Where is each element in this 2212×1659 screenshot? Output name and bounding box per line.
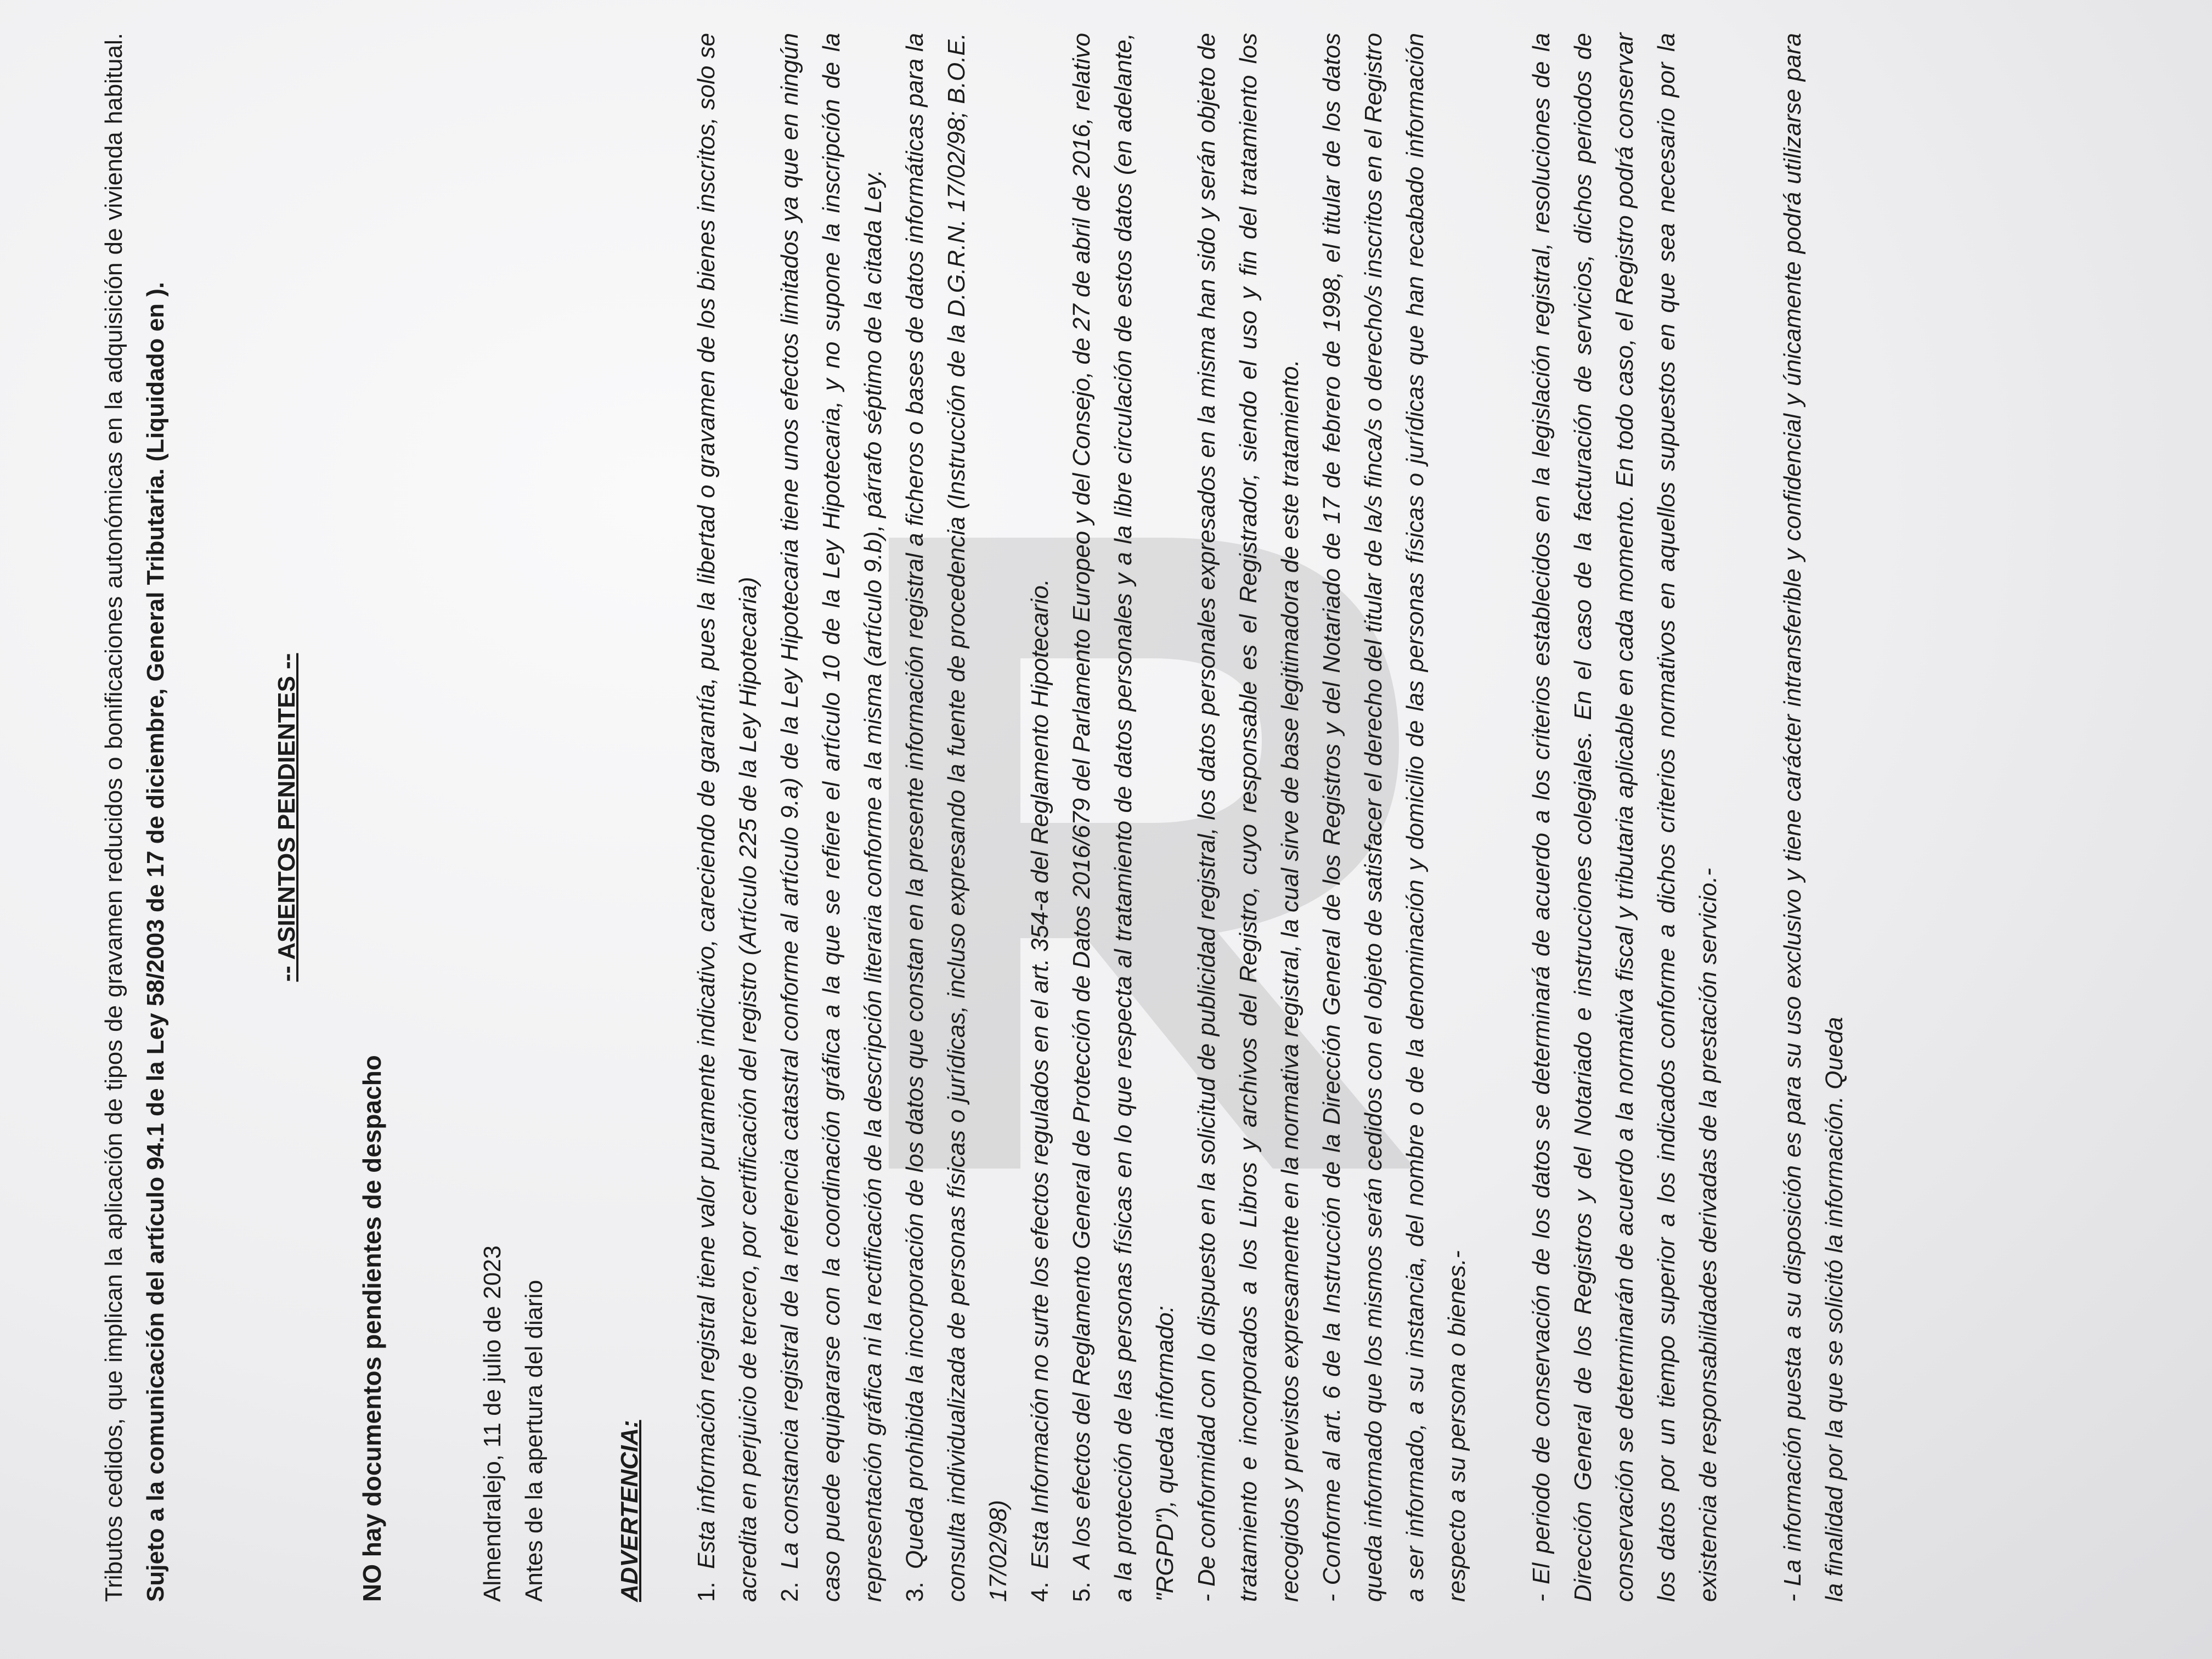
advertencia-heading: ADVERTENCIA: <box>616 1420 643 1602</box>
place-date-line: Almendralejo, 11 de julio de 2023 <box>479 1245 506 1602</box>
intro-paragraph <box>93 33 177 1602</box>
advertencia-item: 5.A los efectos del Reglamento General de Protección de Datos 2016/679 del Parlamento Europeo y del Consejo, de 27 de abril de 2016, relativo a la protección de las personas físicas en lo que respecta al tratamiento de datos personales y a la libre circulación de estos datos (en adelante, "RGPD"), queda informado: <box>1068 33 1178 1602</box>
rgpd-paragraph: - La información puesta a su disposición es para su uso exclusivo y tiene carácter intransferible y confidencial y únicamente podrá utilizarse para la finalidad por la que se solicitó la información. Queda <box>1779 33 1848 1602</box>
rgpd-paragraph: - De conformidad con lo dispuesto en la solicitud de publicidad registral, los datos personales expresados en la misma han sido y serán objeto de tratamiento e incorporados a los Libros y archivos del Registro, cuyo responsable es el Registrador, siendo el uso y fin del tratamiento los recogidos y previstos expresamente en la normativa registral, la cual sirve de base legitimadora de este tratamiento. <box>1193 33 1304 1602</box>
advertencia-item: 3.Queda prohibida la incorporación de los datos que constan en la presente información registral a ficheros o bases de datos informáticas para la consulta individualizada de personas físicas o jurídicas, incluso expresando la fuente de procedencia (Instrucción de la D.G.R.N. 17/02/98; B.O.E. 17/02/98) <box>901 33 1012 1602</box>
advertencia-list <box>686 33 1855 1602</box>
rgpd-paragraph: - Conforme al art. 6 de la Instrucción de la Dirección General de los Registros y del Notariado de 17 de febrero de 1998, el titular de los datos queda informado que los mismos serán cedidos con el objeto de satisfacer el derecho del titular de la/s finca/s o derecho/s inscritos en el Registro a ser informado, a su instancia, del nombre o de la denominación y domicilio de las personas físicas o jurídicas que han recabado información respecto a su persona o bienes.- <box>1318 33 1470 1602</box>
rgpd-paragraph: - El periodo de conservación de los datos se determinará de acuerdo a los criterios establecidos en la legislación registral, resoluciones de la Dirección General de los Registros y del Notariado e instrucciones colegiales. En el caso de la facturación de servicios, dichos periodos de conservación se determinarán de acuerdo a la normativa fiscal y tributaria aplicable en cada momento. En todo caso, el Registro podrá conservar los datos por un tiempo superior a los indicados conforme a dichos criterios normativos en aquellos supuestos en que sea necesario por la existencia de responsabilidades derivadas de la prestación servicio.- <box>1528 33 1722 1602</box>
advertencia-item: 1.Esta información registral tiene valor puramente indicativo, careciendo de garantía, pues la libertad o gravamen de los bienes inscritos, solo se acredita en perjuicio de tercero, por certificación del registro (Artículo 225 de la Ley Hipotecaria) <box>693 33 761 1602</box>
no-documents-notice: NO hay documentos pendientes de despacho <box>358 1055 386 1602</box>
advertencia-item: 4.Esta Información no surte los efectos regulados en el art. 354-a del Reglamento Hipotecario. <box>1026 578 1053 1602</box>
intro-text: Tributos cedidos, que implican la aplicación de tipos de gravamen reducidos o bonificaciones autonómicas en la adquisición de vivienda habitual. <box>100 33 127 1602</box>
asientos-pendientes-heading: -- ASIENTOS PENDIENTES -- <box>273 653 300 982</box>
diario-line: Antes de la apertura del diario <box>521 1279 548 1602</box>
intro-bold-text: Sujeto a la comunicación del artículo 94.1 de la Ley 58/2003 de 17 de diciembre, General Tributaria. (Liquidado en ). <box>142 281 169 1602</box>
document-page <box>93 33 2212 1602</box>
advertencia-item: 2.La constancia registral de la referencia catastral conforme al artículo 9.a) de la Ley Hipotecaria tiene unos efectos limitados ya que en ningún caso puede equipararse con la coordinación gráfica a la que se refiere el artículo 10 de la Ley Hipotecaria, y no supone la inscripción de la representación gráfica ni la rectificación de la descripción literaria conforme a la misma (artículo 9.b), párrafo séptimo de la citada Ley. <box>776 33 887 1602</box>
